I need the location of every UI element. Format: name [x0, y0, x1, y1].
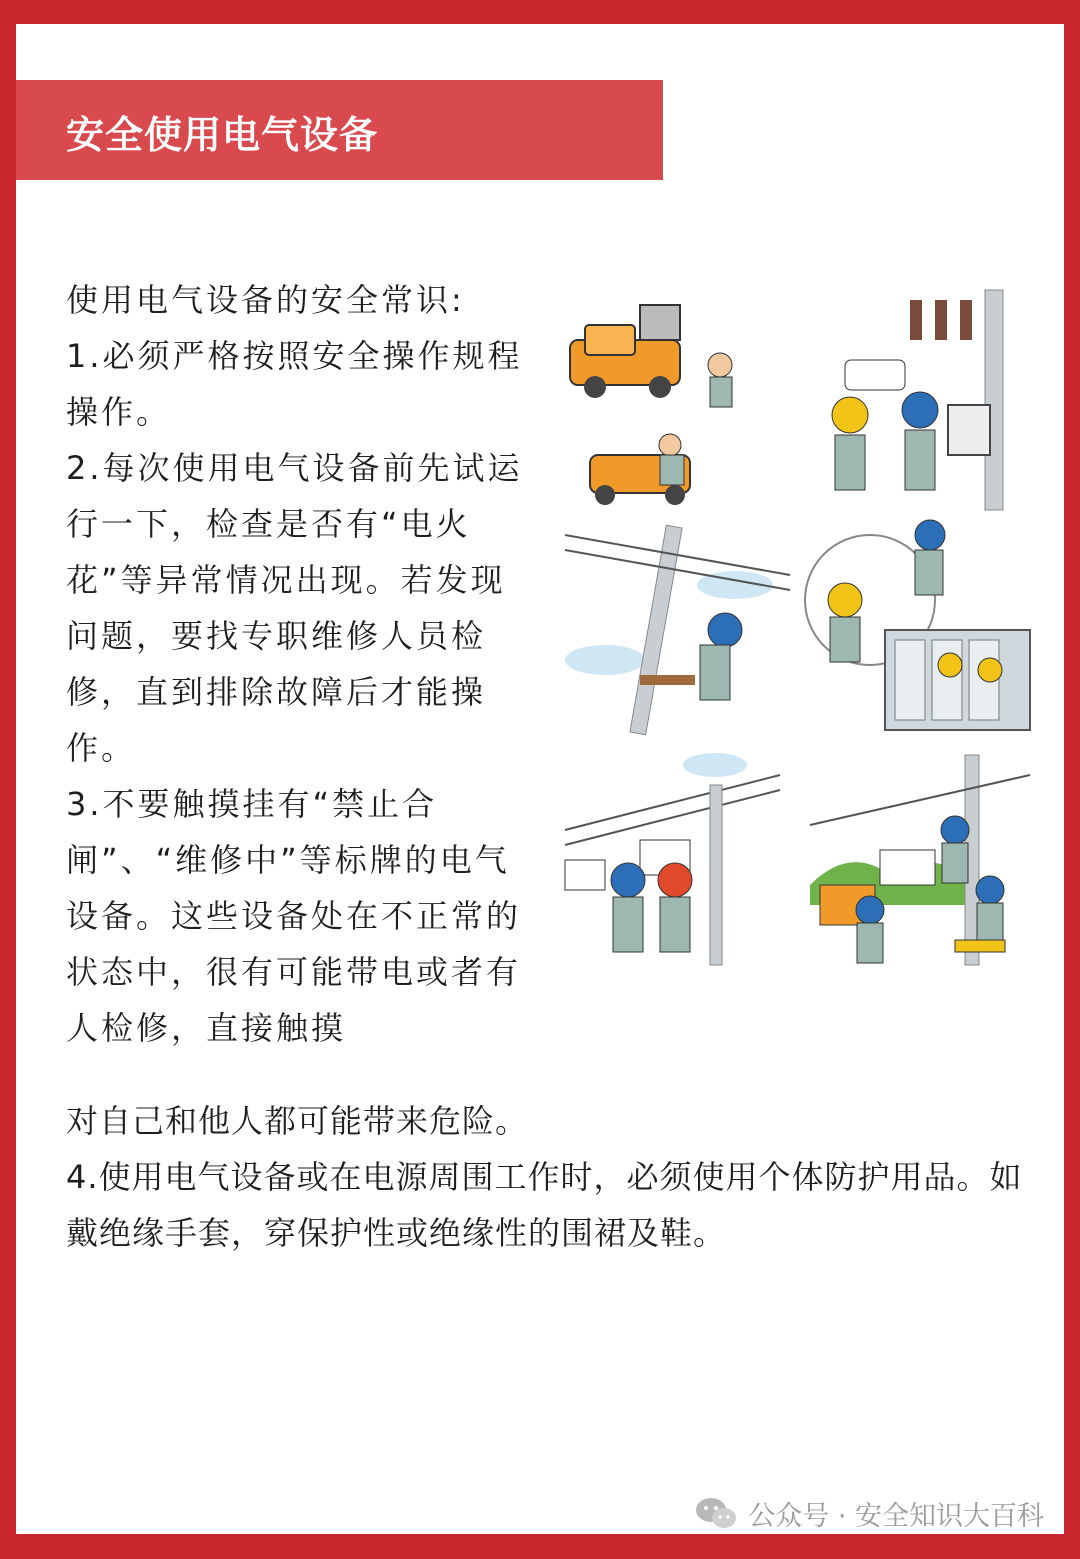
rule-item-3-part2: 对自己和他人都可能带来危险。 [66, 1102, 529, 1140]
scene-pole-generator [810, 755, 1030, 965]
rule-item-1: 1.必须严格按照安全操作规程操作。 [66, 337, 523, 431]
rule-item-3-part1: 3.不要触摸挂有“禁止合闸”、“维修中”等标牌的电气设备。这些设备处在不正常的状态中，很有可能带电或者有人检修，直接触摸 [66, 785, 522, 1047]
scene-switch-cabinet [805, 520, 1030, 730]
intro-text: 使用电气设备的安全常识: [66, 281, 465, 319]
scene-truck [570, 305, 732, 505]
wechat-icon [694, 1495, 738, 1531]
scene-pole-climber [565, 525, 790, 735]
account-name: 公众号 · 安全知识大百科 [748, 1500, 1044, 1532]
footer-watermark [694, 1493, 1044, 1533]
rule-item-4: 4.使用电气设备或在电源周围工作时，必须使用个体防护用品。如戴绝缘手套，穿保护性或绝缘性的围裙及鞋。 [66, 1158, 1023, 1252]
rule-item-2: 2.每次使用电气设备前先试运行一下，检查是否有“电火花”等异常情况出现。若发现问题，要找专职维修人员检修，直到排除故障后才能操作。 [66, 449, 523, 767]
page-title: 安全使用电气设备 [66, 113, 379, 157]
electrician-safety-illustration [560, 285, 1035, 985]
scene-warning-signs [565, 753, 780, 965]
wide-text-block [66, 1093, 1026, 1261]
title-banner [16, 80, 663, 180]
narrow-text-column [66, 272, 536, 1056]
scene-pole-switchbox [832, 290, 1003, 510]
